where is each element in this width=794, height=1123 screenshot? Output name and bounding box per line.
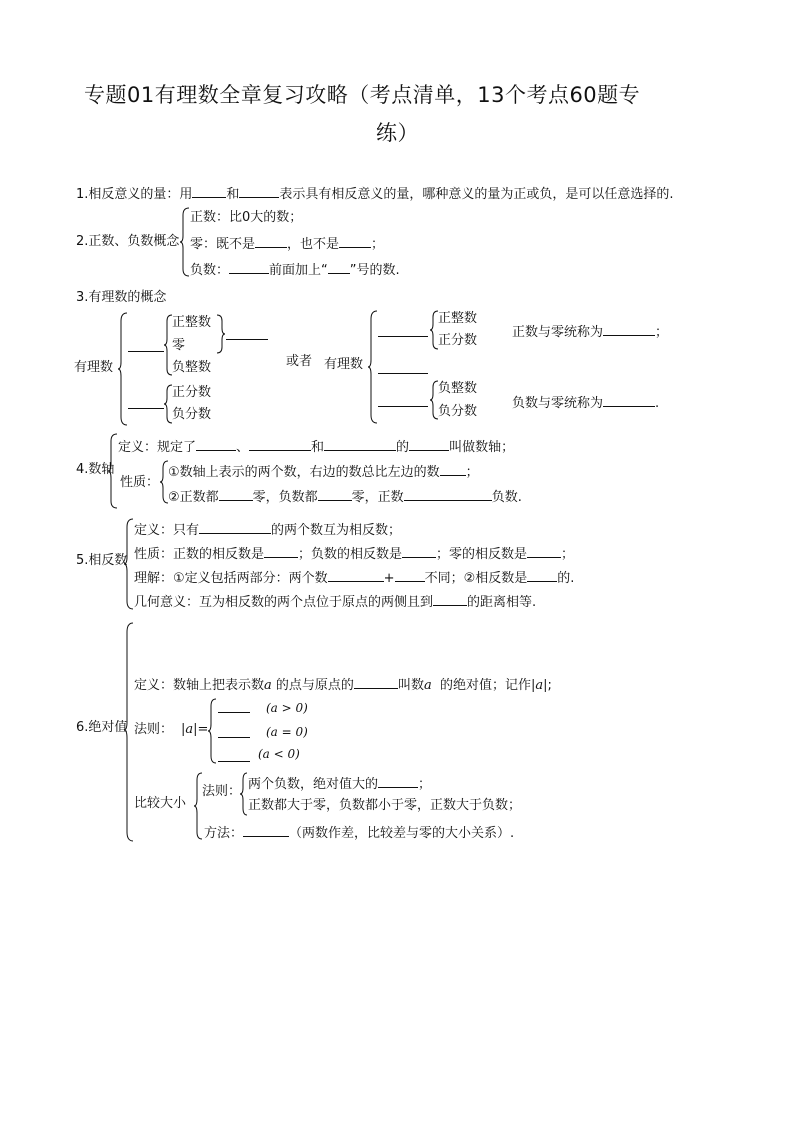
s4-definition [118,437,514,456]
s4-p1-b: ； [465,465,479,480]
s4-p2-c: 零，正数 [351,490,404,505]
s3-or: 或者 [286,354,313,369]
blank-line [378,336,428,337]
s5-brace [124,518,134,610]
blank [318,487,352,501]
s3-zero: 零 [172,338,186,353]
blank [192,184,226,198]
s3-r-pos-int: 正整数 [438,311,478,326]
s3-right-label: 有理数 [324,357,364,372]
blank-line [128,351,164,352]
s6-def-c: 叫数 [397,678,424,693]
blank [239,184,279,198]
s5-r1-a: 定义：只有 [134,523,200,538]
s2-r2-b: ，也不是 [287,237,340,252]
s3-neg-int: 负整数 [172,360,212,375]
s2-r3-a: 负数： [190,263,230,278]
s6-brace [124,622,134,842]
s3-r-neg-int: 负整数 [438,381,478,396]
blank [440,462,466,476]
s5-r2-a: 性质：正数的相反数是 [134,547,265,562]
s3-note-1 [512,322,668,341]
s2-row-zero [190,234,384,253]
blank-line [218,737,250,738]
s4-property-1 [168,462,479,481]
s3-note1-end: ； [655,325,669,340]
s2-row-negative [190,260,400,279]
s5-r3-b: + [383,571,395,586]
s6-cond-3: (a < 0) [258,747,300,761]
s3-note2-text: 负数与零统称为 [512,396,604,411]
s3-r-neg-frac: 负分数 [438,404,478,419]
s6-label: 6.绝对值 [76,720,128,735]
s6-cond-2: (a = 0) [266,725,308,739]
s6-cmp1-a: 两个负数，绝对值大的 [248,777,379,792]
blank [249,437,311,451]
s3-note1-text: 正数与零统称为 [512,325,604,340]
s5-row-understanding [134,568,574,587]
s5-r3-c: 不同；②相反数是 [424,571,528,586]
s5-r2-b: ；负数的相反数是 [298,547,403,562]
s4-def-b: 、 [236,440,250,455]
s3-left-outer-brace [118,312,128,426]
blank [404,487,492,501]
s4-p2-b: 零，负数都 [252,490,318,505]
s5-r4-a: 几何意义：互为相反数的两个点位于原点的两侧且到 [134,595,434,610]
s6-var-a-2: a [423,678,432,693]
blank [354,675,398,689]
s6-compare-brace [194,772,203,840]
s4-property-label: 性质： [120,475,160,490]
s6-cmp-2: 正数都大于零，负数都小于零，正数大于负数； [248,798,522,813]
s4-def-c: 和 [311,440,325,455]
blank [264,544,298,558]
blank [243,823,289,837]
s6-abs-lhs: |a|= [181,722,209,737]
blank [199,520,271,534]
s3-right-outer-brace [368,310,378,424]
blank [339,234,371,248]
page-title-line2: 练） [376,121,419,145]
blank [378,774,418,788]
blank [527,544,561,558]
blank-line [128,408,164,409]
s3-left-label: 有理数 [74,360,114,375]
s6-compare-label: 比较大小 [134,796,187,811]
s5-r4-b: 的距离相等. [467,595,537,610]
s5-r2-c: ；零的相反数是 [436,547,528,562]
blank-line [218,712,250,713]
s6-method-b: （两数作差，比较差与零的大小关系）. [289,826,515,841]
s2-r2-c: ； [371,237,385,252]
s2-r2-a: 零：既不是 [190,237,256,252]
s5-label: 5.相反数 [76,553,128,568]
blank [409,437,449,451]
s5-r1-b: 的两个数互为相反数； [271,523,402,538]
s3-pos-frac: 正分数 [172,385,212,400]
s4-label: 4.数轴 [76,462,115,477]
blank [328,568,384,582]
s3-note2-end: . [655,396,660,411]
s2-r3-b: 前面加上“ [269,263,328,278]
blank-line [378,373,428,374]
s5-r3-a: 理解：①定义包括两部分：两个数 [134,571,328,586]
s6-abs-a: |a| [531,678,548,693]
section-1-line [76,184,674,203]
s6-method [204,823,514,842]
blank [395,568,425,582]
blank-line [226,339,268,340]
blank [324,437,396,451]
s6-def-e: ; [547,678,552,693]
blank [219,487,253,501]
s3-title: 3.有理数的概念 [76,290,167,305]
s6-cmp-1 [248,774,431,793]
s6-cond-1: (a > 0) [266,701,308,715]
blank [328,260,350,274]
s5-row-property [134,544,574,563]
s6-rule-brace [208,698,217,764]
s6-definition [134,675,552,694]
s1-text-b: 和 [226,187,240,202]
s6-def-b: 的点与原点的 [275,678,354,693]
s3-int-right-brace [217,314,226,354]
s6-rule-label: 法则： [134,722,174,737]
blank-line [218,761,250,762]
blank [603,393,655,407]
blank [603,322,655,336]
blank [255,234,287,248]
page-title-line1: 专题01有理数全章复习攻略（考点清单，13个考点60题专 [84,83,641,107]
s6-cmp-rule-brace [240,772,248,816]
s4-p2-d: 负数. [491,490,522,505]
s6-cmp1-b: ； [418,777,432,792]
blank [196,437,236,451]
s2-r3-c: ”号的数. [349,263,400,278]
s6-var-a: a [264,678,272,693]
s3-r-pos-frac: 正分数 [438,333,478,348]
s4-brace [108,433,118,509]
s6-def-a: 定义：数轴上把表示数 [134,678,265,693]
blank [527,568,557,582]
s4-def-e: 叫做数轴； [449,440,515,455]
blank [433,592,467,606]
s1-text-c: 表示具有相反意义的量，哪种意义的量为正或负，是可以任意选择的. [279,187,674,202]
s6-method-a: 方法： [204,826,244,841]
blank [229,260,269,274]
s5-r3-d: 的. [557,571,575,586]
s1-text-a: 1.相反意义的量：用 [76,187,193,202]
s6-def-d: 的绝对值；记作 [439,678,531,693]
s6-cmp-rule-label: 法则： [202,784,242,799]
s2-label: 2.正数、负数概念 [76,234,180,249]
blank [402,544,436,558]
s3-note-2 [512,393,659,412]
s4-def-d: 的 [396,440,410,455]
s4-p2-a: ②正数都 [168,490,219,505]
s2-row-positive: 正数：比0大的数； [190,210,303,225]
s2-brace [180,207,190,277]
s4-p1-a: ①数轴上表示的两个数，右边的数总比左边的数 [168,465,440,480]
s4-property-2 [168,487,522,506]
s3-pos-int: 正整数 [172,315,212,330]
s5-r2-d: ； [561,547,575,562]
blank-line [378,406,428,407]
s3-neg-frac: 负分数 [172,407,212,422]
s5-row-geometry [134,592,536,611]
s5-row-definition [134,520,401,539]
s4-def-a: 定义：规定了 [118,440,197,455]
